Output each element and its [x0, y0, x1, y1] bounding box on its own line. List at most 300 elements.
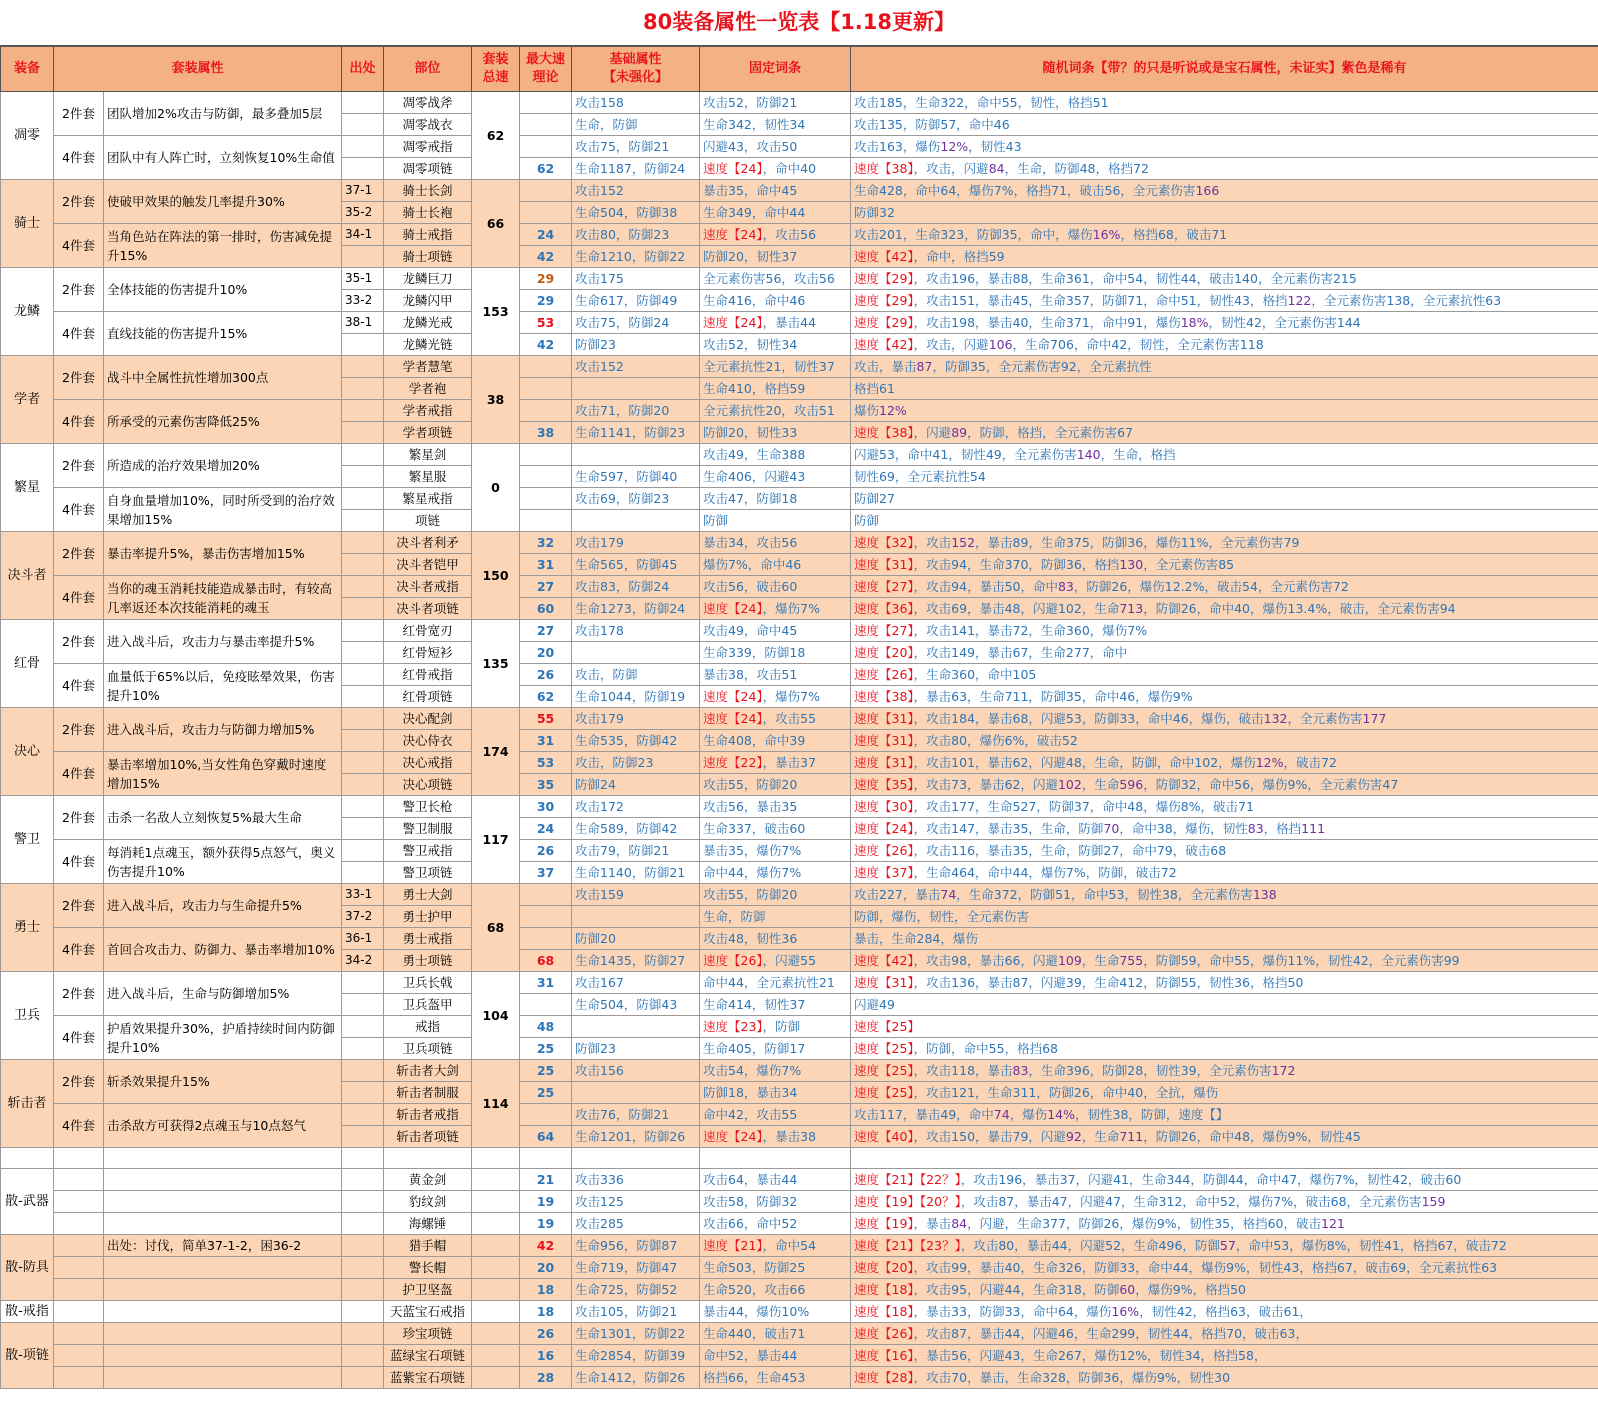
item-source [342, 620, 384, 642]
set-total-speed: 0 [472, 444, 520, 532]
random-affix: 暴击，生命284，爆伤 [851, 928, 1598, 950]
random-affix: 速度【26】，攻击87，暴击44，闪避46，生命299，韧性44，格挡70，破击63， [851, 1323, 1598, 1345]
set-name: 勇士 [1, 884, 54, 972]
base-stats: 生命1301，防御22 [572, 1323, 700, 1345]
table-row [1, 1367, 1598, 1389]
max-speed: 55 [520, 708, 572, 730]
base-stats: 攻击179 [572, 708, 700, 730]
max-speed: 37 [520, 862, 572, 884]
item-slot: 红骨短衫 [384, 642, 472, 664]
fixed-affix: 生命416，命中46 [700, 290, 851, 312]
set-total-speed [472, 1345, 520, 1367]
max-speed [520, 906, 572, 928]
item-source [342, 1060, 384, 1082]
random-affix: 攻击227，暴击74，生命372，防御51，命中53，韧性38，全元素伤害138 [851, 884, 1598, 906]
fixed-affix: 生命337，破击60 [700, 818, 851, 840]
fixed-affix: 生命349，命中44 [700, 202, 851, 224]
item-source [342, 818, 384, 840]
set-count-empty [54, 1279, 104, 1301]
item-slot: 黄金剑 [384, 1169, 472, 1191]
set-bonus-empty [104, 1323, 342, 1345]
empty-cell [700, 1148, 851, 1169]
item-source [342, 378, 384, 400]
item-source [342, 1345, 384, 1367]
item-source [342, 554, 384, 576]
set-count-empty [54, 1169, 104, 1191]
empty-cell [54, 1148, 104, 1169]
set-4piece-bonus: 每消耗1点魂玉，额外获得5点怒气，奥义伤害提升10% [104, 840, 342, 884]
table-row [1, 1169, 1598, 1191]
max-speed: 53 [520, 752, 572, 774]
fixed-affix: 速度【24】，攻击56 [700, 224, 851, 246]
set-4piece-label: 4件套 [54, 312, 104, 356]
item-slot: 警卫项链 [384, 862, 472, 884]
set-4piece-label: 4件套 [54, 664, 104, 708]
base-stats [572, 510, 700, 532]
max-speed: 26 [520, 1323, 572, 1345]
fixed-affix: 全元素抗性20，攻击51 [700, 400, 851, 422]
fixed-affix: 攻击58，防御32 [700, 1191, 851, 1213]
item-slot: 豹纹剑 [384, 1191, 472, 1213]
table-row [1, 1016, 1598, 1038]
fixed-affix: 防御20，韧性33 [700, 422, 851, 444]
item-slot: 繁星剑 [384, 444, 472, 466]
random-affix: 速度【27】，攻击94，暴击50，命中83，防御26，爆伤12.2%，破击54，全元素伤害72 [851, 576, 1598, 598]
base-stats: 防御20 [572, 928, 700, 950]
table-row [1, 1235, 1598, 1257]
max-speed: 53 [520, 312, 572, 334]
random-affix: 攻击117，暴击49，命中74，爆伤14%，韧性38，防御，速度【】 [851, 1104, 1598, 1126]
base-stats: 生命1435，防御27 [572, 950, 700, 972]
set-2piece-label: 2件套 [54, 532, 104, 576]
item-slot: 决心侍衣 [384, 730, 472, 752]
set-4piece-bonus: 首回合攻击力、防御力、暴击率增加10% [104, 928, 342, 972]
random-affix: 速度【28】，攻击70，暴击，生命328，防御36，爆伤9%，韧性30 [851, 1367, 1598, 1389]
base-stats: 攻击179 [572, 532, 700, 554]
set-2piece-label: 2件套 [54, 796, 104, 840]
header-max-speed: 最大速 理论 [520, 47, 572, 92]
random-affix: 防御27 [851, 488, 1598, 510]
set-count-empty [54, 1213, 104, 1235]
random-affix: 速度【18】，攻击95，闪避44，生命318，防御60，爆伤9%，格挡50 [851, 1279, 1598, 1301]
item-slot: 学者戒指 [384, 400, 472, 422]
set-4piece-bonus: 当你的魂玉消耗技能造成暴击时，有较高几率返还本次技能消耗的魂玉 [104, 576, 342, 620]
max-speed: 27 [520, 620, 572, 642]
item-slot: 学者项链 [384, 422, 472, 444]
base-stats: 攻击80，防御23 [572, 224, 700, 246]
max-speed: 48 [520, 1016, 572, 1038]
item-slot: 斩击者制服 [384, 1082, 472, 1104]
max-speed: 29 [520, 290, 572, 312]
fixed-affix: 命中44，全元素抗性21 [700, 972, 851, 994]
table-row [1, 400, 1598, 422]
set-total-speed [472, 1235, 520, 1257]
max-speed [520, 510, 572, 532]
item-slot: 警长帽 [384, 1257, 472, 1279]
max-speed: 20 [520, 1257, 572, 1279]
table-row [1, 488, 1598, 510]
fixed-affix: 生命406，闪避43 [700, 466, 851, 488]
base-stats: 攻击152 [572, 356, 700, 378]
set-4piece-label: 4件套 [54, 488, 104, 532]
set-total-speed [472, 1169, 520, 1191]
random-affix: 速度【37】，生命464，命中44，爆伤7%，防御，破击72 [851, 862, 1598, 884]
set-2piece-bonus: 所造成的治疗效果增加20% [104, 444, 342, 488]
max-speed: 60 [520, 598, 572, 620]
item-slot: 骑士项链 [384, 246, 472, 268]
item-source: 37-2 [342, 906, 384, 928]
fixed-affix: 命中52，暴击44 [700, 1345, 851, 1367]
item-slot: 决心配剑 [384, 708, 472, 730]
set-total-speed: 117 [472, 796, 520, 884]
set-2piece-bonus: 进入战斗后，攻击力与暴击率提升5% [104, 620, 342, 664]
scatter-group-name: 散-戒指 [1, 1301, 54, 1323]
max-speed: 31 [520, 730, 572, 752]
item-source [342, 510, 384, 532]
empty-cell [572, 1148, 700, 1169]
random-affix: 速度【38】，攻击，闪避84，生命，防御48，格挡72 [851, 158, 1598, 180]
max-speed: 16 [520, 1345, 572, 1367]
max-speed [520, 928, 572, 950]
set-4piece-bonus: 血量低于65%以后，免疫眩晕效果，伤害提升10% [104, 664, 342, 708]
random-affix: 攻击163，爆伤12%，韧性43 [851, 136, 1598, 158]
fixed-affix: 速度【22】，暴击37 [700, 752, 851, 774]
random-affix: 速度【31】，攻击184，暴击68，闪避53，防御33，命中46，爆伤，破击132，全元素伤害177 [851, 708, 1598, 730]
item-source [342, 598, 384, 620]
set-total-speed: 68 [472, 884, 520, 972]
set-name: 凋零 [1, 92, 54, 180]
header-set-attributes: 套装属性 [54, 47, 342, 92]
base-stats: 攻击71，防御20 [572, 400, 700, 422]
max-speed: 26 [520, 664, 572, 686]
random-affix: 速度【20】，攻击149，暴击67，生命277，命中 [851, 642, 1598, 664]
table-row [1, 928, 1598, 950]
max-speed [520, 180, 572, 202]
fixed-affix: 攻击64，暴击44 [700, 1169, 851, 1191]
item-source [342, 334, 384, 356]
set-name: 繁星 [1, 444, 54, 532]
item-source [342, 1367, 384, 1389]
set-2piece-bonus: 暴击率提升5%，暴击伤害增加15% [104, 532, 342, 576]
random-affix: 速度【31】，攻击101，暴击62，闪避48，生命，防御，命中102，爆伤12%，破击72 [851, 752, 1598, 774]
fixed-affix: 速度【21】，命中54 [700, 1235, 851, 1257]
base-stats: 防御23 [572, 334, 700, 356]
random-affix: 速度【24】，攻击147，暴击35，生命，防御70，命中38，爆伤，韧性83，格挡111 [851, 818, 1598, 840]
table-row [1, 1301, 1598, 1323]
random-affix: 速度【38】，暴击63，生命711，防御35，命中46，爆伤9% [851, 686, 1598, 708]
random-affix: 速度【35】，攻击73，暴击62，闪避102，生命596，防御32，命中56，爆伤9%，全元素伤害47 [851, 774, 1598, 796]
item-source [342, 246, 384, 268]
max-speed: 38 [520, 422, 572, 444]
set-bonus-empty [104, 1345, 342, 1367]
set-name: 红骨 [1, 620, 54, 708]
item-slot: 蓝紫宝石项链 [384, 1367, 472, 1389]
item-source: 37-1 [342, 180, 384, 202]
set-2piece-label: 2件套 [54, 620, 104, 664]
max-speed [520, 444, 572, 466]
set-name: 学者 [1, 356, 54, 444]
header-source: 出处 [342, 47, 384, 92]
set-4piece-label: 4件套 [54, 136, 104, 180]
base-stats: 生命565，防御45 [572, 554, 700, 576]
item-source [342, 532, 384, 554]
random-affix: 速度【31】，攻击94，生命370，防御36，格挡130，全元素伤害85 [851, 554, 1598, 576]
sheet-title: 80装备属性一览表【1.18更新】 [0, 0, 1598, 46]
random-affix: 爆伤12% [851, 400, 1598, 422]
random-affix: 速度【19】【20？】，攻击87，暴击47，闪避47，生命312，命中52，爆伤7%，破击68，全元素伤害159 [851, 1191, 1598, 1213]
random-affix: 速度【18】，暴击33，防御33，命中64，爆伤16%，韧性42，格挡63，破击61， [851, 1301, 1598, 1323]
random-affix: 速度【31】，攻击136，暴击87，闪避39，生命412，防御55，韧性36，格挡50 [851, 972, 1598, 994]
header-equipment: 装备 [1, 47, 54, 92]
max-speed: 68 [520, 950, 572, 972]
random-affix: 速度【42】，攻击98，暴击66，闪避109，生命755，防御59，命中55，爆伤11%，韧性42，全元素伤害99 [851, 950, 1598, 972]
item-slot: 蓝绿宝石项链 [384, 1345, 472, 1367]
fixed-affix: 攻击56，破击60 [700, 576, 851, 598]
header-random-affix: 随机词条【带？的只是听说或是宝石属性，未证实】紫色是稀有 [851, 47, 1598, 92]
random-affix: 速度【29】，攻击198，暴击40，生命371，命中91，爆伤18%，韧性42，全元素伤害144 [851, 312, 1598, 334]
table-row [1, 532, 1598, 554]
table-row [1, 840, 1598, 862]
item-slot: 繁星戒指 [384, 488, 472, 510]
max-speed [520, 994, 572, 1016]
set-4piece-bonus: 当角色站在阵法的第一排时，伤害减免提升15% [104, 224, 342, 268]
random-affix: 格挡61 [851, 378, 1598, 400]
base-stats: 攻击167 [572, 972, 700, 994]
set-total-speed: 135 [472, 620, 520, 708]
item-slot: 龙鳞光链 [384, 334, 472, 356]
empty-cell [342, 1148, 384, 1169]
scatter-group-name: 散-武器 [1, 1169, 54, 1235]
fixed-affix: 防御20，韧性37 [700, 246, 851, 268]
max-speed: 32 [520, 532, 572, 554]
base-stats: 攻击76，防御21 [572, 1104, 700, 1126]
scatter-group-name: 散-项链 [1, 1323, 54, 1389]
set-2piece-label: 2件套 [54, 92, 104, 136]
empty-cell [1, 1148, 54, 1169]
set-total-speed: 38 [472, 356, 520, 444]
item-slot: 红骨项链 [384, 686, 472, 708]
max-speed [520, 466, 572, 488]
set-total-speed: 62 [472, 92, 520, 180]
base-stats: 攻击159 [572, 884, 700, 906]
random-affix: 速度【30】，攻击177，生命527，防御37，命中48，爆伤8%，破击71 [851, 796, 1598, 818]
base-stats [572, 1082, 700, 1104]
base-stats: 攻击178 [572, 620, 700, 642]
item-source [342, 1104, 384, 1126]
item-slot: 决心项链 [384, 774, 472, 796]
base-stats: 防御24 [572, 774, 700, 796]
set-count-empty [54, 1367, 104, 1389]
fixed-affix: 命中44，爆伤7% [700, 862, 851, 884]
max-speed: 35 [520, 774, 572, 796]
base-stats: 生命1210，防御22 [572, 246, 700, 268]
random-affix: 速度【40】，攻击150，暴击79，闪避92，生命711，防御26，命中48，爆伤9%，韧性45 [851, 1126, 1598, 1148]
item-source [342, 1038, 384, 1060]
base-stats: 生命1141，防御23 [572, 422, 700, 444]
fixed-affix: 攻击47，防御18 [700, 488, 851, 510]
item-source [342, 114, 384, 136]
set-bonus-empty [104, 1213, 342, 1235]
item-slot: 戒指 [384, 1016, 472, 1038]
base-stats: 攻击152 [572, 180, 700, 202]
item-slot: 警卫戒指 [384, 840, 472, 862]
max-speed: 64 [520, 1126, 572, 1148]
base-stats: 生命1044，防御19 [572, 686, 700, 708]
empty-cell [384, 1148, 472, 1169]
fixed-affix: 速度【24】，暴击44 [700, 312, 851, 334]
max-speed: 28 [520, 1367, 572, 1389]
item-slot: 红骨宽刃 [384, 620, 472, 642]
item-source [342, 1301, 384, 1323]
fixed-affix: 命中42，攻击55 [700, 1104, 851, 1126]
set-total-speed [472, 1191, 520, 1213]
item-slot: 学者袍 [384, 378, 472, 400]
item-slot: 骑士戒指 [384, 224, 472, 246]
fixed-affix: 速度【24】，暴击38 [700, 1126, 851, 1148]
item-source [342, 840, 384, 862]
item-slot: 天蓝宝石戒指 [384, 1301, 472, 1323]
base-stats [572, 378, 700, 400]
max-speed: 24 [520, 818, 572, 840]
base-stats: 生命1201，防御26 [572, 1126, 700, 1148]
set-count-empty [54, 1301, 104, 1323]
table-row [1, 312, 1598, 334]
base-stats [572, 1016, 700, 1038]
set-2piece-label: 2件套 [54, 180, 104, 224]
item-slot: 珍宝项链 [384, 1323, 472, 1345]
empty-cell [104, 1148, 342, 1169]
table-row [1, 1060, 1598, 1082]
random-affix: 速度【27】，攻击141，暴击72，生命360，爆伤7% [851, 620, 1598, 642]
set-2piece-label: 2件套 [54, 444, 104, 488]
item-source [342, 158, 384, 180]
fixed-affix: 攻击52，防御21 [700, 92, 851, 114]
max-speed: 27 [520, 576, 572, 598]
set-2piece-label: 2件套 [54, 708, 104, 752]
base-stats: 生命535，防御42 [572, 730, 700, 752]
random-affix: 速度【42】，攻击，闪避106，生命706，命中42，韧性，全元素伤害118 [851, 334, 1598, 356]
base-stats: 攻击175 [572, 268, 700, 290]
set-bonus-empty [104, 1367, 342, 1389]
max-speed: 25 [520, 1038, 572, 1060]
item-slot: 凋零项链 [384, 158, 472, 180]
set-4piece-label: 4件套 [54, 752, 104, 796]
fixed-affix: 格挡66，生命453 [700, 1367, 851, 1389]
set-4piece-label: 4件套 [54, 1104, 104, 1148]
table-row [1, 752, 1598, 774]
header-fixed-affix: 固定词条 [700, 47, 851, 92]
item-slot: 项链 [384, 510, 472, 532]
fixed-affix: 生命520，攻击66 [700, 1279, 851, 1301]
item-source [342, 752, 384, 774]
random-affix: 速度【19】，暴击84，闪避，生命377，防御26，爆伤9%，韧性35，格挡60，破击121 [851, 1213, 1598, 1235]
item-source [342, 466, 384, 488]
max-speed [520, 136, 572, 158]
random-affix: 防御32 [851, 202, 1598, 224]
random-affix: 韧性69，全元素抗性54 [851, 466, 1598, 488]
item-slot: 斩击者大剑 [384, 1060, 472, 1082]
set-2piece-bonus: 进入战斗后，攻击力与防御力增加5% [104, 708, 342, 752]
set-total-speed: 150 [472, 532, 520, 620]
fixed-affix: 生命414，韧性37 [700, 994, 851, 1016]
item-slot: 繁星服 [384, 466, 472, 488]
table-row [1, 1213, 1598, 1235]
random-affix: 防御，爆伤，韧性，全元素伤害 [851, 906, 1598, 928]
set-4piece-bonus: 自身血量增加10%，同时所受到的治疗效果增加15% [104, 488, 342, 532]
set-2piece-bonus: 斩杀效果提升15% [104, 1060, 342, 1104]
item-source [342, 994, 384, 1016]
random-affix: 速度【36】，攻击69，暴击48，闪避102，生命713，防御26，命中40，爆伤13.4%，破击，全元素伤害94 [851, 598, 1598, 620]
base-stats: 生命597，防御40 [572, 466, 700, 488]
set-4piece-label: 4件套 [54, 224, 104, 268]
table-row [1, 884, 1598, 906]
set-bonus-empty [104, 1279, 342, 1301]
random-affix: 速度【25】 [851, 1016, 1598, 1038]
fixed-affix: 攻击55，防御20 [700, 774, 851, 796]
fixed-affix: 生命405，防御17 [700, 1038, 851, 1060]
item-source [342, 488, 384, 510]
item-source [342, 730, 384, 752]
max-speed: 19 [520, 1213, 572, 1235]
set-4piece-label: 4件套 [54, 576, 104, 620]
set-2piece-label: 2件套 [54, 268, 104, 312]
set-total-speed [472, 1367, 520, 1389]
max-speed: 42 [520, 246, 572, 268]
set-name: 决斗者 [1, 532, 54, 620]
max-speed [520, 378, 572, 400]
fixed-affix: 生命408，命中39 [700, 730, 851, 752]
base-stats: 生命617，防御49 [572, 290, 700, 312]
item-slot: 龙鳞光戒 [384, 312, 472, 334]
base-stats: 生命1412，防御26 [572, 1367, 700, 1389]
table-row [1, 180, 1598, 202]
random-affix: 速度【25】，攻击118，暴击83，生命396，防御28，韧性39，全元素伤害172 [851, 1060, 1598, 1082]
fixed-affix: 生命440，破击71 [700, 1323, 851, 1345]
random-affix: 闪避49 [851, 994, 1598, 1016]
fixed-affix: 攻击66，命中52 [700, 1213, 851, 1235]
item-slot: 斩击者项链 [384, 1126, 472, 1148]
table-row [1, 1191, 1598, 1213]
header-row [1, 47, 1598, 92]
table-body [1, 92, 1598, 1389]
base-stats: 生命725，防御52 [572, 1279, 700, 1301]
table-row [1, 972, 1598, 994]
item-source: 36-1 [342, 928, 384, 950]
item-source [342, 1082, 384, 1104]
max-speed [520, 400, 572, 422]
item-source [342, 972, 384, 994]
set-total-speed: 66 [472, 180, 520, 268]
equipment-table [0, 46, 1598, 1389]
random-affix: 生命428，命中64，爆伤7%，格挡71，破击56，全元素伤害166 [851, 180, 1598, 202]
set-count-empty [54, 1235, 104, 1257]
table-row [1, 1323, 1598, 1345]
base-stats: 攻击336 [572, 1169, 700, 1191]
set-name: 警卫 [1, 796, 54, 884]
base-stats: 攻击105，防御21 [572, 1301, 700, 1323]
scatter-group-name: 散-防具 [1, 1235, 54, 1301]
item-source [342, 576, 384, 598]
max-speed: 62 [520, 158, 572, 180]
max-speed: 42 [520, 334, 572, 356]
item-source [342, 1213, 384, 1235]
item-source [342, 1126, 384, 1148]
header-set-total-speed: 套装 总速 [472, 47, 520, 92]
max-speed [520, 202, 572, 224]
item-slot: 勇士护甲 [384, 906, 472, 928]
set-bonus-empty [104, 1257, 342, 1279]
base-stats: 生命956，防御87 [572, 1235, 700, 1257]
